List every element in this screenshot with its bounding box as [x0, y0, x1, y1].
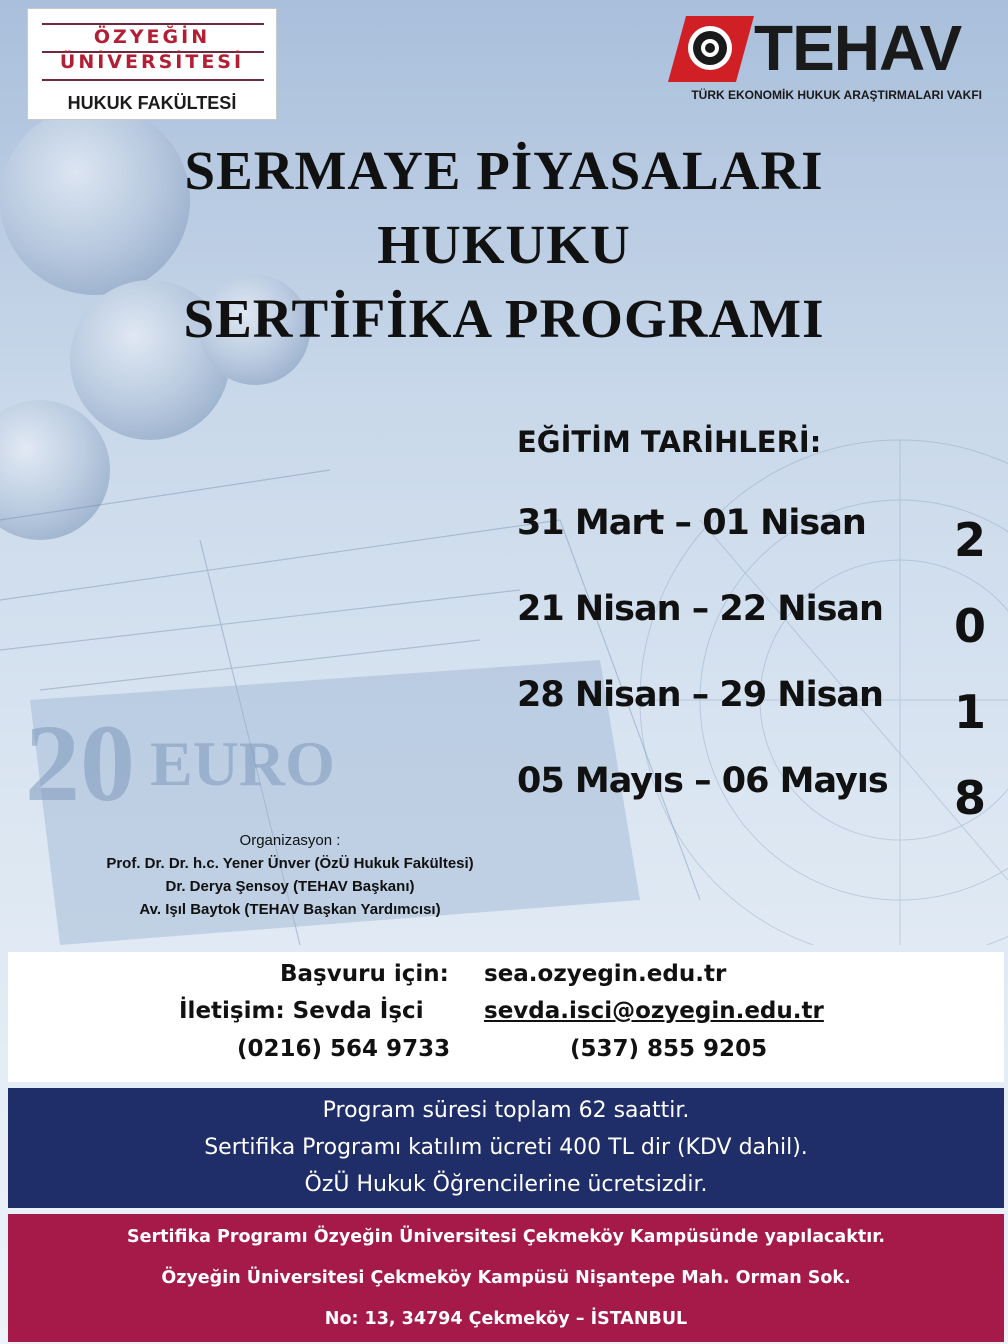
- tehav-logo: [666, 10, 982, 110]
- venue-address-band: [8, 1214, 1004, 1342]
- address-line: Özyeğin Üniversitesi Çekmeköy Kampüsü Nişantepe Mah. Orman Sok.: [161, 1268, 851, 1288]
- dates-heading: EĞİTİM TARİHLERİ:: [517, 425, 822, 459]
- date-item: 28 Nisan – 29 Nisan: [517, 675, 883, 715]
- apply-url-link[interactable]: sea.ozyegin.edu.tr: [484, 961, 727, 987]
- page-title: [0, 134, 1008, 356]
- organizer: Dr. Derya Şensoy (TEHAV Başkanı): [165, 878, 415, 895]
- logo-rule: [42, 79, 264, 81]
- office-phone: (0216) 564 9733: [237, 1036, 451, 1062]
- mobile-phone: (537) 855 9205: [570, 1036, 768, 1062]
- organization-label: Organizasyon :: [239, 832, 341, 849]
- year-digit: 0: [953, 599, 986, 653]
- date-item: 05 Mayıs – 06 Mayıs: [517, 761, 888, 801]
- info-line: ÖzÜ Hukuk Öğrencilerine ücretsizdir.: [304, 1172, 708, 1197]
- address-line: Sertifika Programı Özyeğin Üniversitesi Çekmeköy Kampüsünde yapılacaktır.: [127, 1227, 885, 1247]
- banknote-currency: EURO: [150, 728, 335, 799]
- title-line: SERTİFİKA PROGRAMI: [183, 288, 825, 349]
- organizer: Av. Işıl Baytok (TEHAV Başkan Yardımcısı): [139, 901, 441, 918]
- ozyegin-university-logo: [27, 8, 277, 120]
- year-vertical: [945, 497, 995, 841]
- contact-person: İletişim: Sevda İşci: [179, 998, 424, 1024]
- program-info-band: [8, 1088, 1004, 1208]
- tehav-emblem-icon: [666, 10, 756, 86]
- info-line: Sertifika Programı katılım ücreti 400 TL dir (KDV dahil).: [204, 1135, 808, 1160]
- tehav-name: TEHAV: [754, 12, 962, 84]
- logo-name-line2: ÜNİVERSİTESİ: [59, 51, 245, 73]
- address-line: No: 13, 34794 Çekmeköy – İSTANBUL: [324, 1309, 688, 1329]
- year-digit: 8: [953, 771, 986, 825]
- year-digit: 1: [953, 685, 986, 739]
- title-line: SERMAYE PİYASALARI: [184, 140, 824, 201]
- contact-panel: [8, 952, 1004, 1082]
- organization-block: [20, 829, 560, 921]
- contact-email-link[interactable]: sevda.isci@ozyegin.edu.tr: [484, 998, 824, 1024]
- logo-name-line1: ÖZYEĞİN: [93, 26, 211, 48]
- logo-faculty: HUKUK FAKÜLTESİ: [67, 93, 237, 113]
- title-line: HUKUKU: [377, 214, 631, 275]
- banknote-denomination: 20: [25, 702, 135, 824]
- tehav-subtitle: TÜRK EKONOMİK HUKUK ARAŞTIRMALARI VAKFI: [691, 88, 982, 102]
- apply-label: Başvuru için:: [280, 961, 449, 987]
- date-item: 31 Mart – 01 Nisan: [517, 503, 866, 543]
- date-item: 21 Nisan – 22 Nisan: [517, 589, 883, 629]
- year-digit: 2: [953, 513, 986, 567]
- info-line: Program süresi toplam 62 saattir.: [322, 1098, 690, 1123]
- logo-rule: [42, 23, 264, 25]
- organizer: Prof. Dr. Dr. h.c. Yener Ünver (ÖzÜ Hukuk Fakültesi): [106, 855, 474, 872]
- training-dates: [517, 420, 937, 801]
